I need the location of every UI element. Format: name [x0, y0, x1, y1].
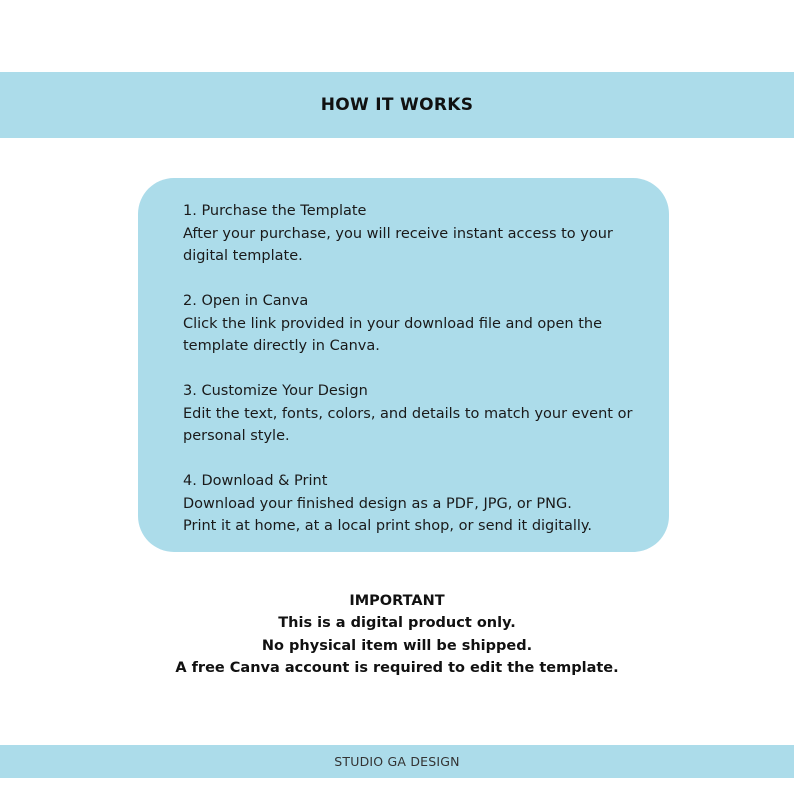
- step-download-print: [183, 470, 649, 538]
- step-title: 3. Customize Your Design: [183, 383, 368, 399]
- header-band: [0, 72, 794, 138]
- step-description-line: template directly in Canva.: [183, 338, 380, 354]
- step-description-line: After your purchase, you will receive instant access to your: [183, 225, 613, 242]
- step-title: 1. Purchase the Template: [183, 203, 367, 219]
- step-title: 4. Download & Print: [183, 473, 328, 489]
- step-title: 2. Open in Canva: [183, 293, 309, 309]
- step-description-line: Print it at home, at a local print shop, or send it digitally.: [183, 518, 593, 534]
- footer-brand: STUDIO GA DESIGN: [334, 754, 460, 769]
- notice-heading: IMPORTANT: [349, 593, 445, 609]
- step-description-line: Download your finished design as a PDF, JPG, or PNG.: [183, 495, 572, 512]
- step-description-line: personal style.: [183, 428, 290, 444]
- step-customize: [183, 380, 649, 448]
- step-purchase: [183, 200, 649, 268]
- footer-band: [0, 745, 794, 778]
- step-description-line: Edit the text, fonts, colors, and details to match your event or: [183, 405, 633, 422]
- steps-card: [138, 178, 669, 552]
- notice-line: No physical item will be shipped.: [261, 637, 533, 654]
- notice-line: This is a digital product only.: [278, 615, 516, 632]
- notice-line: A free Canva account is required to edit the template.: [175, 659, 619, 676]
- page-title: HOW IT WORKS: [320, 95, 474, 115]
- step-description-line: digital template.: [183, 248, 303, 264]
- important-notice: [0, 590, 794, 679]
- step-description-line: Click the link provided in your download file and open the: [183, 315, 603, 332]
- step-open-in-canva: [183, 290, 649, 358]
